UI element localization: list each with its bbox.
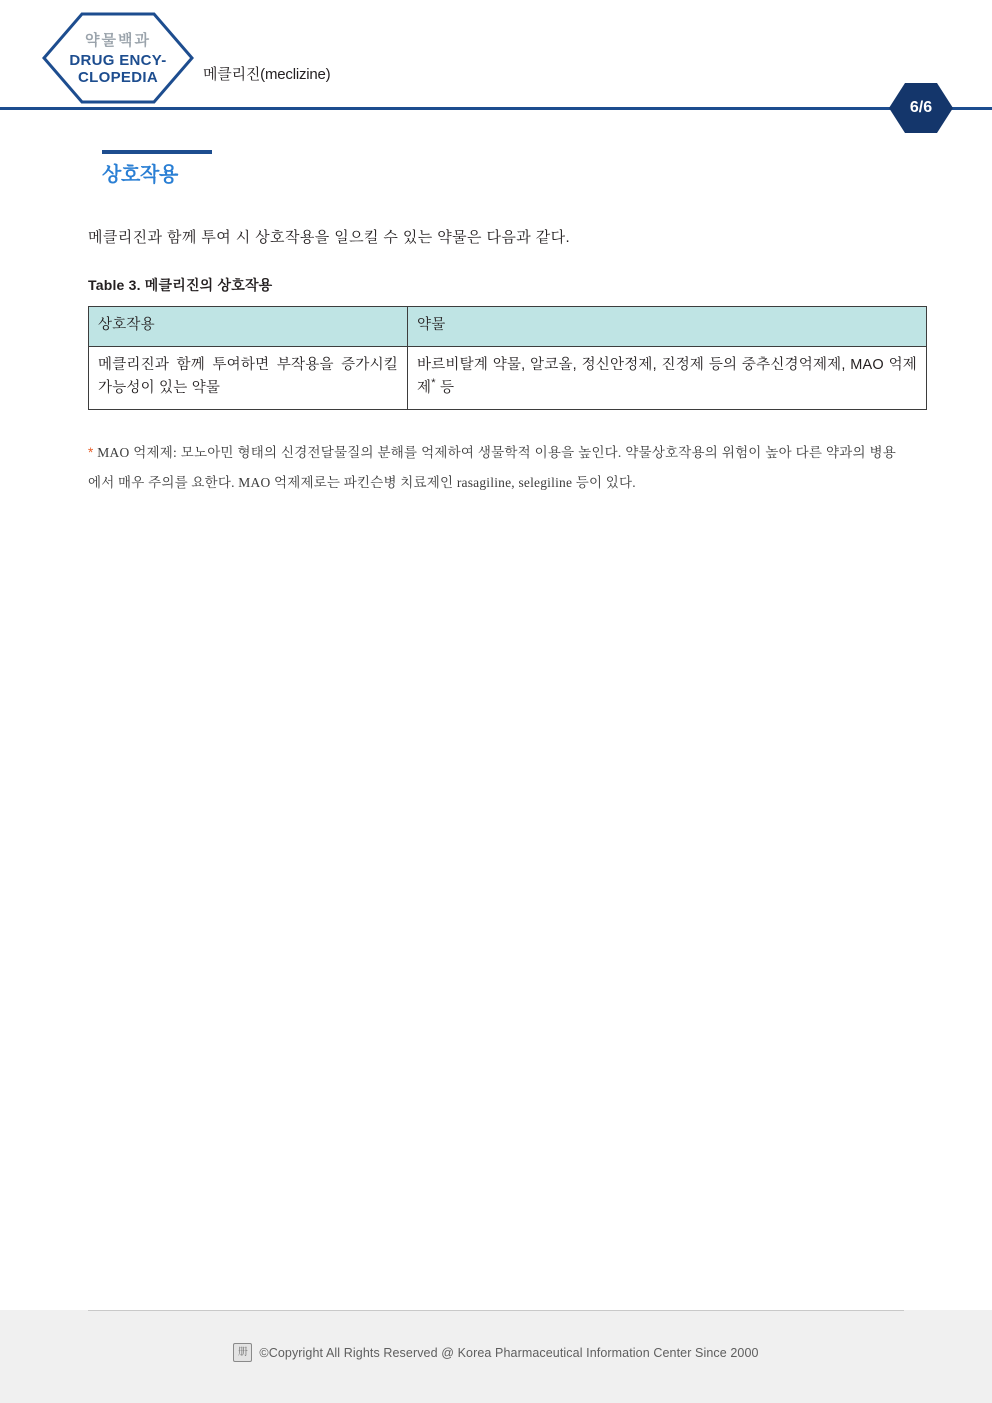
interaction-table bbox=[88, 306, 927, 410]
logo-english-label-line1: DRUG ENCY- bbox=[69, 51, 167, 69]
logo-english-label-line2: CLOPEDIA bbox=[78, 68, 158, 86]
page-content bbox=[88, 150, 917, 512]
table-cell-drug-suffix: 등 bbox=[439, 380, 455, 396]
copyright-text: ©Copyright All Rights Reserved @ Korea Pharmaceutical Information Center Since 2000 bbox=[259, 1345, 759, 1360]
table-cell-drug-text: 바르비탈계 약물, 알코올, 정신안정제, 진정제 등의 중추신경억제제, MAO 억제제 bbox=[417, 357, 917, 396]
logo-korean-label: 약물백과 bbox=[85, 31, 151, 49]
footer-content bbox=[0, 1343, 992, 1362]
table-header-interaction: 상호작용 bbox=[89, 307, 408, 347]
footnote-text: MAO 억제제: 모노아민 형태의 신경전달물질의 분해를 억제하여 생물학적 이용을 높인다. 약물상호작용의 위험이 높아 다른 약과의 병용에서 매우 주의를 요한다. MAO 억제제로는 파킨슨병 치료제인 rasagiline, selegiline 등이 있다. bbox=[88, 445, 896, 490]
page-header bbox=[0, 0, 992, 118]
table-header-drug: 약물 bbox=[408, 307, 927, 347]
footnote-star: * bbox=[88, 445, 94, 460]
table-cell-drug bbox=[408, 347, 927, 410]
section-accent-bar bbox=[102, 150, 212, 154]
page-footer bbox=[0, 1310, 992, 1403]
page-number-label: 6/6 bbox=[909, 99, 933, 116]
page-number-badge bbox=[888, 82, 954, 134]
document-title: 메클리진(meclizine) bbox=[203, 66, 331, 83]
table-cell-interaction: 메클리진과 함께 투여하면 부작용을 증가시킬 가능성이 있는 약물 bbox=[89, 347, 408, 410]
table-caption: Table 3. 메클리진의 상호작용 bbox=[88, 277, 273, 293]
intro-paragraph: 메클리진과 함께 투여 시 상호작용을 일으킬 수 있는 약물은 다음과 같다. bbox=[88, 229, 571, 246]
drug-encyclopedia-logo bbox=[42, 12, 194, 104]
footnote-marker-inline: * bbox=[431, 377, 436, 390]
section-title: 상호작용 bbox=[102, 164, 179, 186]
footer-divider-rule bbox=[88, 1310, 904, 1311]
header-divider-rule bbox=[0, 107, 992, 110]
table-body bbox=[89, 347, 927, 410]
footnote bbox=[88, 438, 896, 498]
table-head bbox=[89, 307, 927, 347]
book-icon: 册 bbox=[233, 1343, 252, 1362]
table-row bbox=[89, 347, 927, 410]
table-header-row bbox=[89, 307, 927, 347]
